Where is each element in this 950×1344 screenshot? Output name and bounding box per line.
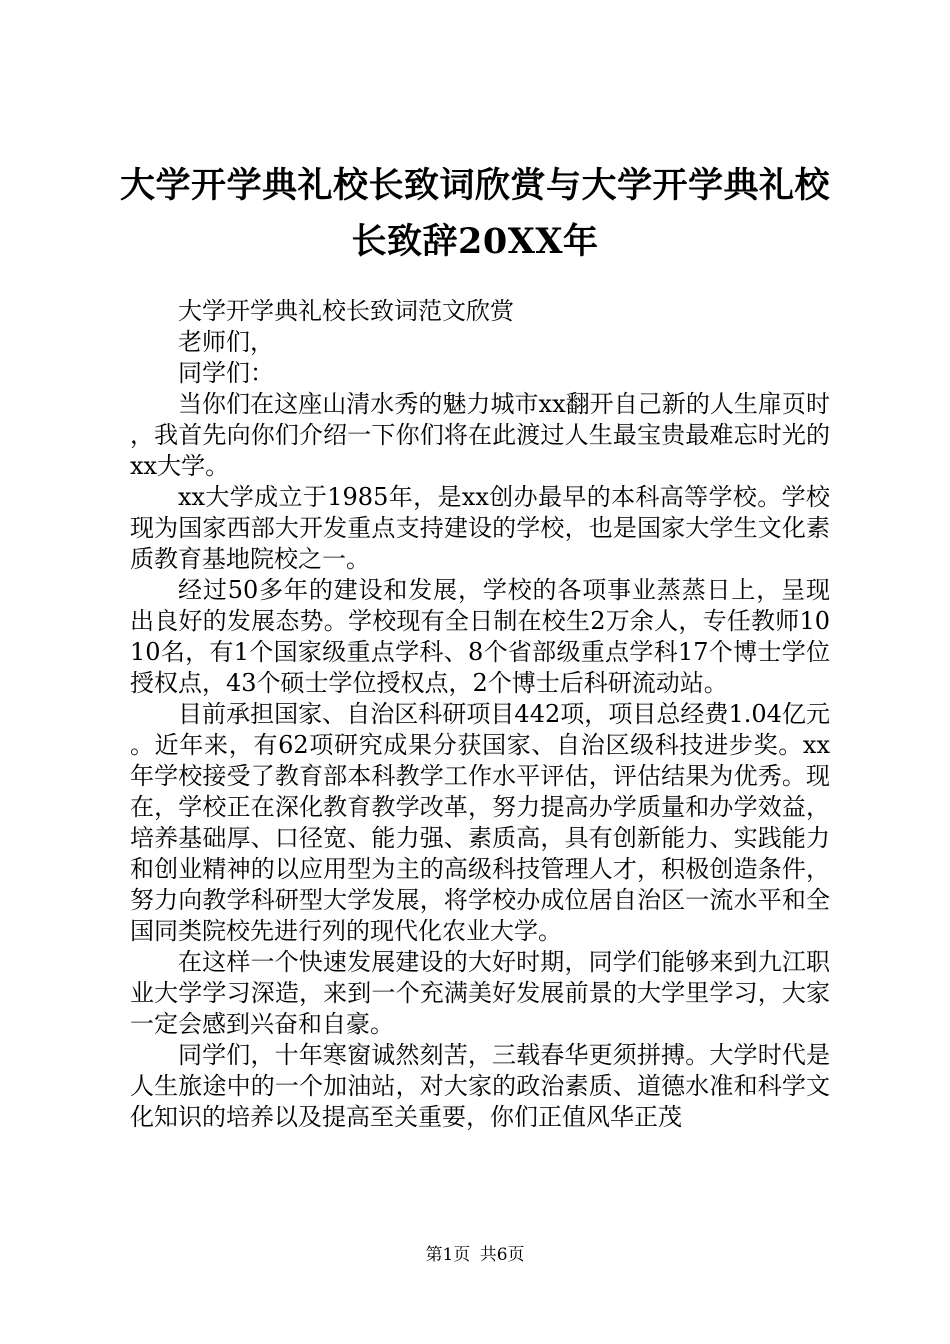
paragraph: 目前承担国家、自治区科研项目442项，项目总经费1.04亿元。近年来，有62项研究成果分获国家、自治区级科技进步奖。xx年学校接受了教育部本科教学工作水平评估，评估结果为优秀。现在，学校正在深化教育教学改革，努力提高办学质量和办学效益，培养基础厚、口径宽、能力强、素质高，具有创新能力、实践能力和创业精神的以应用型为主的高级科技管理人才，积极创造条件，努力向教学科研型大学发展，将学校办成位居自治区一流水平和全国同类院校先进行列的现代化农业大学。 xyxy=(130,700,830,945)
page-number-current: 第1页 xyxy=(425,1245,471,1265)
paragraph: 经过50多年的建设和发展，学校的各项事业蒸蒸日上，呈现出良好的发展态势。学校现有全日制在校生2万余人，专任教师1010名，有1个国家级重点学科、8个省部级重点学科17个博士学位授权点，43个硕士学位授权点，2个博士后科研流动站。 xyxy=(130,576,830,697)
document-title xyxy=(100,158,850,270)
paragraph: 在这样一个快速发展建设的大好时期，同学们能够来到九江职业大学学习深造，来到一个充满美好发展前景的大学里学习，大家一定会感到兴奋和自豪。 xyxy=(130,948,830,1038)
paragraph-salutation-students: 同学们： xyxy=(178,359,274,387)
title-line-1: 大学开学典礼校长致词欣赏与大学开学典礼校 xyxy=(119,165,830,206)
title-line-2: 长致辞20XX年 xyxy=(351,221,599,262)
paragraph: xx大学成立于1985年，是xx创办最早的本科高等学校。学校现为国家西部大开发重点支持建设的学校，也是国家大学生文化素质教育基地院校之一。 xyxy=(130,483,830,573)
document-body xyxy=(130,296,830,1133)
page-footer xyxy=(0,1244,950,1266)
page-number-total: 共6页 xyxy=(479,1245,525,1265)
paragraph: 同学们，十年寒窗诚然刻苦，三载春华更须拼搏。大学时代是人生旅途中的一个加油站，对大家的政治素质、道德水准和科学文化知识的培养以及提高至关重要，你们正值风华正茂 xyxy=(130,1041,830,1131)
paragraph: 当你们在这座山清水秀的魅力城市xx翻开自己新的人生扉页时，我首先向你们介绍一下你们将在此渡过人生最宝贵最难忘时光的xx大学。 xyxy=(130,390,830,480)
paragraph-salutation-teachers: 老师们， xyxy=(178,328,274,356)
paragraph-heading: 大学开学典礼校长致词范文欣赏 xyxy=(178,297,514,325)
